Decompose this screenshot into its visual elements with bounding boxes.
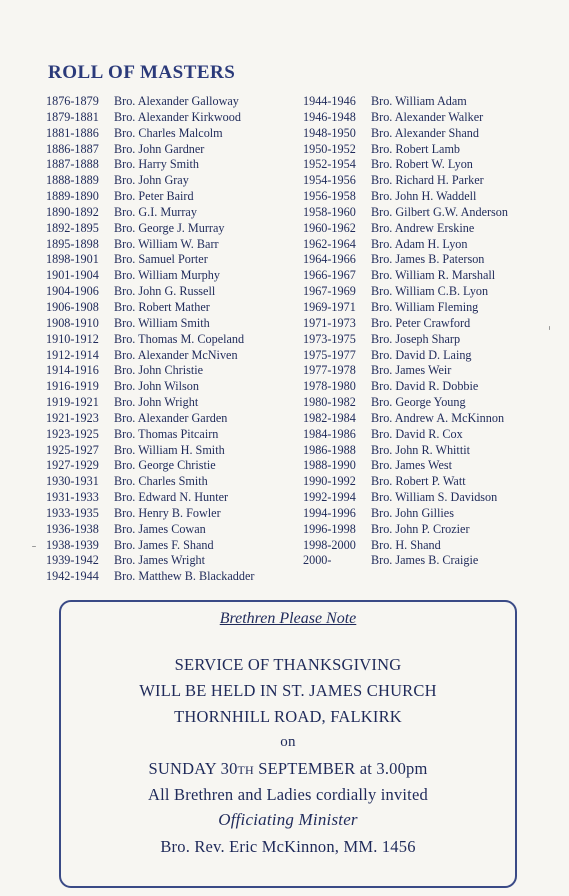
master-name: Bro. Gilbert G.W. Anderson bbox=[371, 204, 508, 219]
master-name: Bro. Robert Mather bbox=[114, 299, 210, 314]
master-row bbox=[46, 458, 254, 474]
master-name: Bro. Thomas M. Copeland bbox=[114, 331, 245, 346]
master-row bbox=[303, 110, 508, 126]
masters-list-right bbox=[303, 94, 508, 569]
master-years: 1914-1916 bbox=[46, 363, 99, 378]
master-years: 1939-1942 bbox=[46, 553, 99, 568]
master-row bbox=[46, 237, 254, 253]
master-name: Bro. Alexander Garden bbox=[114, 410, 228, 425]
master-row bbox=[303, 332, 508, 348]
master-name: Bro. John Wilson bbox=[114, 379, 199, 394]
master-years: 1895-1898 bbox=[46, 236, 99, 251]
master-years: 1876-1879 bbox=[46, 94, 99, 108]
master-name: Bro. James Weir bbox=[371, 363, 452, 378]
master-years: 2000- bbox=[303, 553, 332, 568]
master-name: Bro. John Wright bbox=[114, 395, 199, 410]
master-row bbox=[46, 268, 254, 284]
master-years: 1998-2000 bbox=[303, 537, 356, 552]
master-years: 1927-1929 bbox=[46, 458, 99, 473]
master-name: Bro. Edward N. Hunter bbox=[114, 490, 229, 505]
master-name: Bro. Andrew A. McKinnon bbox=[371, 410, 505, 425]
master-row bbox=[303, 157, 508, 173]
master-name: Bro. James West bbox=[371, 458, 453, 473]
notice-line-on: on bbox=[280, 734, 296, 750]
master-row bbox=[303, 395, 508, 411]
master-row bbox=[46, 157, 254, 173]
master-name: Bro. Peter Crawford bbox=[371, 315, 471, 330]
master-row bbox=[46, 189, 254, 205]
master-years: 1978-1980 bbox=[303, 379, 356, 394]
master-name: Bro. John Gardner bbox=[114, 141, 205, 156]
master-years: 1977-1978 bbox=[303, 363, 356, 378]
master-name: Bro. John Gray bbox=[114, 173, 189, 188]
master-row bbox=[303, 427, 508, 443]
master-row bbox=[46, 348, 254, 364]
master-name: Bro. John Christie bbox=[114, 363, 204, 378]
master-years: 1887-1888 bbox=[46, 157, 99, 172]
master-years: 1954-1956 bbox=[303, 173, 356, 188]
master-row bbox=[46, 395, 254, 411]
master-years: 1950-1952 bbox=[303, 141, 356, 156]
master-row bbox=[303, 252, 508, 268]
master-row bbox=[303, 490, 508, 506]
master-name: Bro. William W. Barr bbox=[114, 236, 219, 251]
master-name: Bro. John H. Waddell bbox=[371, 189, 477, 204]
master-row bbox=[46, 205, 254, 221]
master-name: Bro. William S. Davidson bbox=[371, 490, 498, 505]
master-name: Bro. David D. Laing bbox=[371, 347, 472, 362]
master-name: Bro. William H. Smith bbox=[114, 442, 225, 457]
master-years: 1967-1969 bbox=[303, 284, 356, 299]
master-name: Bro. Joseph Sharp bbox=[371, 331, 461, 346]
master-name: Bro. Robert Lamb bbox=[371, 141, 461, 156]
master-name: Bro. Robert P. Watt bbox=[371, 474, 466, 489]
master-name: Bro. William R. Marshall bbox=[371, 268, 496, 283]
master-name: Bro. Henry B. Fowler bbox=[114, 505, 221, 520]
master-row bbox=[46, 427, 254, 443]
master-name: Bro. James Cowan bbox=[114, 521, 206, 536]
master-row bbox=[303, 458, 508, 474]
master-row bbox=[303, 363, 508, 379]
master-name: Bro. Samuel Porter bbox=[114, 252, 208, 267]
master-years: 1906-1908 bbox=[46, 299, 99, 314]
notice-line-church: WILL BE HELD IN ST. JAMES CHURCH bbox=[139, 681, 437, 700]
master-row bbox=[46, 569, 254, 585]
master-row bbox=[303, 237, 508, 253]
master-row bbox=[303, 316, 508, 332]
master-years: 1958-1960 bbox=[303, 204, 356, 219]
master-years: 1886-1887 bbox=[46, 141, 99, 156]
master-row bbox=[46, 490, 254, 506]
master-name: Bro. James B. Craigie bbox=[371, 553, 479, 568]
master-years: 1923-1925 bbox=[46, 426, 99, 441]
master-years: 1988-1990 bbox=[303, 458, 356, 473]
notice-line-service: SERVICE OF THANKSGIVING bbox=[174, 655, 402, 674]
master-name: Bro. Matthew B. Blackadder bbox=[114, 569, 255, 584]
master-name: Bro. George Christie bbox=[114, 458, 216, 473]
master-years: 1925-1927 bbox=[46, 442, 99, 457]
master-name: Bro. George J. Murray bbox=[114, 220, 225, 235]
master-years: 1938-1939 bbox=[46, 537, 99, 552]
master-years: 1994-1996 bbox=[303, 505, 356, 520]
master-name: Bro. Alexander Kirkwood bbox=[114, 109, 241, 124]
notice-box bbox=[59, 600, 517, 888]
master-years: 1986-1988 bbox=[303, 442, 356, 457]
master-row bbox=[303, 538, 508, 554]
master-years: 1879-1881 bbox=[46, 109, 99, 124]
master-name: Bro. William Adam bbox=[371, 94, 467, 108]
master-name: Bro. John P. Crozier bbox=[371, 521, 470, 536]
master-name: Bro. Charles Malcolm bbox=[114, 125, 223, 140]
master-row bbox=[303, 268, 508, 284]
master-row bbox=[46, 522, 254, 538]
master-name: Bro. William Fleming bbox=[371, 299, 479, 314]
master-years: 1948-1950 bbox=[303, 125, 356, 140]
master-row bbox=[303, 522, 508, 538]
master-row bbox=[303, 411, 508, 427]
master-years: 1888-1889 bbox=[46, 173, 99, 188]
master-row bbox=[303, 126, 508, 142]
master-years: 1930-1931 bbox=[46, 474, 99, 489]
master-years: 1889-1890 bbox=[46, 189, 99, 204]
master-years: 1946-1948 bbox=[303, 109, 356, 124]
master-row bbox=[303, 348, 508, 364]
master-row bbox=[46, 110, 254, 126]
master-name: Bro. Alexander McNiven bbox=[114, 347, 238, 362]
master-name: Bro. James F. Shand bbox=[114, 537, 214, 552]
master-row bbox=[303, 205, 508, 221]
master-row bbox=[46, 411, 254, 427]
notice-line-minister-title: Officiating Minister bbox=[218, 810, 358, 829]
master-years: 1969-1971 bbox=[303, 299, 356, 314]
master-row bbox=[303, 284, 508, 300]
master-years: 1944-1946 bbox=[303, 94, 356, 108]
notice-heading: Brethren Please Note bbox=[219, 610, 357, 627]
notice-line-minister-name: Bro. Rev. Eric McKinnon, MM. 1456 bbox=[160, 837, 416, 856]
notice-date-suffix: TH bbox=[237, 763, 254, 777]
master-years: 1990-1992 bbox=[303, 474, 356, 489]
master-row bbox=[46, 363, 254, 379]
master-row bbox=[303, 553, 508, 569]
master-years: 1971-1973 bbox=[303, 315, 356, 330]
master-row bbox=[46, 538, 254, 554]
scan-speck bbox=[32, 546, 36, 547]
master-years: 1931-1933 bbox=[46, 490, 99, 505]
master-name: Bro. Alexander Galloway bbox=[114, 94, 239, 108]
master-years: 1964-1966 bbox=[303, 252, 356, 267]
master-years: 1910-1912 bbox=[46, 331, 99, 346]
notice-date-rest: SEPTEMBER at 3.00pm bbox=[253, 759, 428, 778]
master-name: Bro. Alexander Walker bbox=[371, 109, 484, 124]
master-row bbox=[46, 553, 254, 569]
master-years: 1996-1998 bbox=[303, 521, 356, 536]
master-row bbox=[46, 474, 254, 490]
master-row bbox=[303, 379, 508, 395]
master-row bbox=[303, 506, 508, 522]
master-years: 1908-1910 bbox=[46, 315, 99, 330]
master-years: 1956-1958 bbox=[303, 189, 356, 204]
notice-line-invite: All Brethren and Ladies cordially invited bbox=[148, 785, 428, 804]
master-years: 1898-1901 bbox=[46, 252, 99, 267]
master-row bbox=[303, 300, 508, 316]
master-years: 1975-1977 bbox=[303, 347, 356, 362]
master-name: Bro. George Young bbox=[371, 395, 466, 410]
master-years: 1916-1919 bbox=[46, 379, 99, 394]
master-row bbox=[46, 221, 254, 237]
master-name: Bro. James B. Paterson bbox=[371, 252, 485, 267]
master-years: 1901-1904 bbox=[46, 268, 99, 283]
master-years: 1966-1967 bbox=[303, 268, 356, 283]
master-row bbox=[46, 316, 254, 332]
notice-date-day: SUNDAY 30 bbox=[148, 759, 238, 778]
master-name: Bro. James Wright bbox=[114, 553, 206, 568]
master-years: 1980-1982 bbox=[303, 395, 356, 410]
master-row bbox=[303, 443, 508, 459]
master-row bbox=[303, 173, 508, 189]
master-row bbox=[303, 189, 508, 205]
notice-line-date bbox=[61, 759, 515, 779]
master-row bbox=[46, 506, 254, 522]
master-name: Bro. Alexander Shand bbox=[371, 125, 479, 140]
master-name: Bro. William C.B. Lyon bbox=[371, 284, 489, 299]
master-years: 1952-1954 bbox=[303, 157, 356, 172]
master-name: Bro. Peter Baird bbox=[114, 189, 194, 204]
master-name: Bro. William Smith bbox=[114, 315, 210, 330]
master-years: 1962-1964 bbox=[303, 236, 356, 251]
master-years: 1921-1923 bbox=[46, 410, 99, 425]
master-name: Bro. Andrew Erskine bbox=[371, 220, 475, 235]
master-row bbox=[303, 94, 508, 110]
master-row bbox=[46, 252, 254, 268]
master-years: 1984-1986 bbox=[303, 426, 356, 441]
master-name: Bro. H. Shand bbox=[371, 537, 441, 552]
master-years: 1892-1895 bbox=[46, 220, 99, 235]
master-years: 1960-1962 bbox=[303, 220, 356, 235]
master-name: Bro. David R. Cox bbox=[371, 426, 463, 441]
master-years: 1982-1984 bbox=[303, 410, 356, 425]
master-name: Bro. Adam H. Lyon bbox=[371, 236, 468, 251]
master-row bbox=[46, 332, 254, 348]
master-name: Bro. William Murphy bbox=[114, 268, 220, 283]
masters-list-left bbox=[46, 94, 254, 585]
master-row bbox=[46, 300, 254, 316]
master-years: 1912-1914 bbox=[46, 347, 99, 362]
master-row bbox=[303, 221, 508, 237]
master-name: Bro. Thomas Pitcairn bbox=[114, 426, 219, 441]
notice-line-address: THORNHILL ROAD, FALKIRK bbox=[174, 707, 402, 726]
master-years: 1881-1886 bbox=[46, 125, 99, 140]
master-name: Bro. John G. Russell bbox=[114, 284, 216, 299]
master-name: Bro. John Gillies bbox=[371, 505, 454, 520]
master-row bbox=[46, 126, 254, 142]
master-years: 1933-1935 bbox=[46, 505, 99, 520]
master-name: Bro. Harry Smith bbox=[114, 157, 199, 172]
master-row bbox=[46, 173, 254, 189]
master-name: Bro. Richard H. Parker bbox=[371, 173, 484, 188]
master-row bbox=[46, 94, 254, 110]
master-name: Bro. David R. Dobbie bbox=[371, 379, 479, 394]
master-years: 1942-1944 bbox=[46, 569, 99, 584]
master-name: Bro. Robert W. Lyon bbox=[371, 157, 473, 172]
master-row bbox=[303, 142, 508, 158]
master-name: Bro. Charles Smith bbox=[114, 474, 208, 489]
master-years: 1992-1994 bbox=[303, 490, 356, 505]
master-years: 1890-1892 bbox=[46, 204, 99, 219]
master-years: 1919-1921 bbox=[46, 395, 99, 410]
master-name: Bro. John R. Whittit bbox=[371, 442, 470, 457]
master-row bbox=[46, 284, 254, 300]
master-row bbox=[46, 443, 254, 459]
scan-speck bbox=[549, 326, 550, 330]
master-row bbox=[46, 142, 254, 158]
master-years: 1973-1975 bbox=[303, 331, 356, 346]
master-row bbox=[46, 379, 254, 395]
page-title: ROLL OF MASTERS bbox=[48, 62, 236, 83]
master-years: 1936-1938 bbox=[46, 521, 99, 536]
master-row bbox=[303, 474, 508, 490]
master-years: 1904-1906 bbox=[46, 284, 99, 299]
master-name: Bro. G.I. Murray bbox=[114, 204, 197, 219]
